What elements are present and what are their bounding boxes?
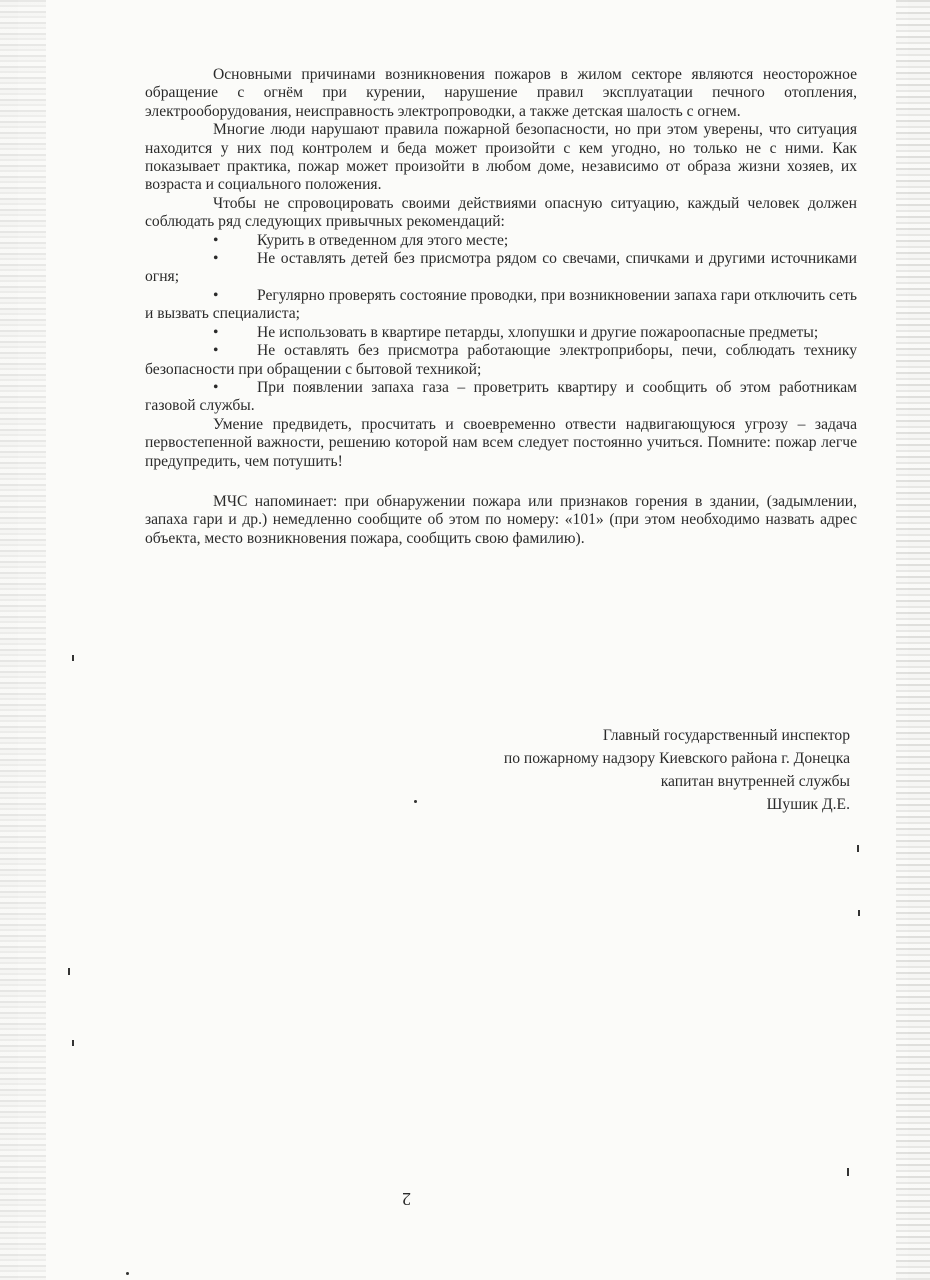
scan-speck	[857, 845, 859, 852]
scan-edge-left	[0, 0, 46, 1280]
signature-rank: капитан внутренней службы	[660, 773, 850, 790]
paragraph-closing: Умение предвидеть, просчитать и своевременно отвести надвигающуюся угрозу – задача первостепенной важности, решению которой нам всем следует постоянно учиться. Помните: пожар легче предупредить, чем потушить!	[145, 415, 857, 470]
paragraph-mchs-reminder: МЧС напоминает: при обнаружении пожара или признаков горения в здании, (задымлении, запаха гари и др.) немедленно сообщите об этом по номеру: «101» (при этом необходимо назвать адрес объекта, место возникновения пожара, сообщить свою фамилию).	[145, 492, 857, 547]
list-item: • Курить в отведенном для этого месте;	[145, 232, 857, 250]
signature-title: Главный государственный инспектор	[602, 727, 850, 744]
list-item: • Регулярно проверять состояние проводки, при возникновении запаха гари отключить сеть и вызвать специалиста;	[145, 287, 857, 324]
scan-speck	[847, 1168, 849, 1176]
paragraph-causes: Основными причинами возникновения пожаров в жилом секторе являются неосторожное обращение с огнём при курении, нарушение правил эксплуатации печного отопления, электрооборудования, неисправность электропроводки, а также детская шалость с огнем.	[145, 66, 857, 120]
paragraph-recommendations-intro: Чтобы не спровоцировать своими действиями опасную ситуацию, каждый человек должен соблюдать ряд следующих привычных рекомендаций:	[145, 194, 857, 231]
signature-block	[390, 724, 850, 816]
paragraph-violations: Многие люди нарушают правила пожарной безопасности, но при этом уверены, что ситуация находится у них под контролем и беда может произойти с кем угодно, но только не с ними. Как показывает практика, пожар может произойти в любом доме, независимо от образа жизни хозяев, их возраста и социального положения.	[145, 121, 857, 194]
document-body	[145, 66, 857, 548]
scan-speck	[858, 910, 860, 916]
recommendations-list	[145, 232, 857, 416]
list-item: • Не использовать в квартире петарды, хлопушки и другие пожароопасные предметы;	[145, 324, 857, 342]
list-item: • При появлении запаха газа – проветрить квартиру и сообщить об этом работникам газовой службы.	[145, 379, 857, 416]
scan-speck	[72, 1040, 74, 1046]
scan-speck	[68, 968, 70, 975]
list-item: • Не оставлять детей без присмотра рядом со свечами, спичками и другими источниками огня;	[145, 250, 857, 287]
scan-speck	[72, 655, 74, 661]
signature-name: Шушик Д.Е.	[766, 796, 850, 813]
page-number: 2	[402, 1189, 411, 1209]
scan-edge-right	[896, 0, 930, 1280]
scan-speck	[414, 800, 417, 803]
list-item: • Не оставлять без присмотра работающие электроприборы, печи, соблюдать технику безопасности при обращении с бытовой техникой;	[145, 342, 857, 379]
scan-speck	[126, 1272, 129, 1275]
signature-department: по пожарному надзору Киевского района г. Донецка	[503, 750, 850, 767]
